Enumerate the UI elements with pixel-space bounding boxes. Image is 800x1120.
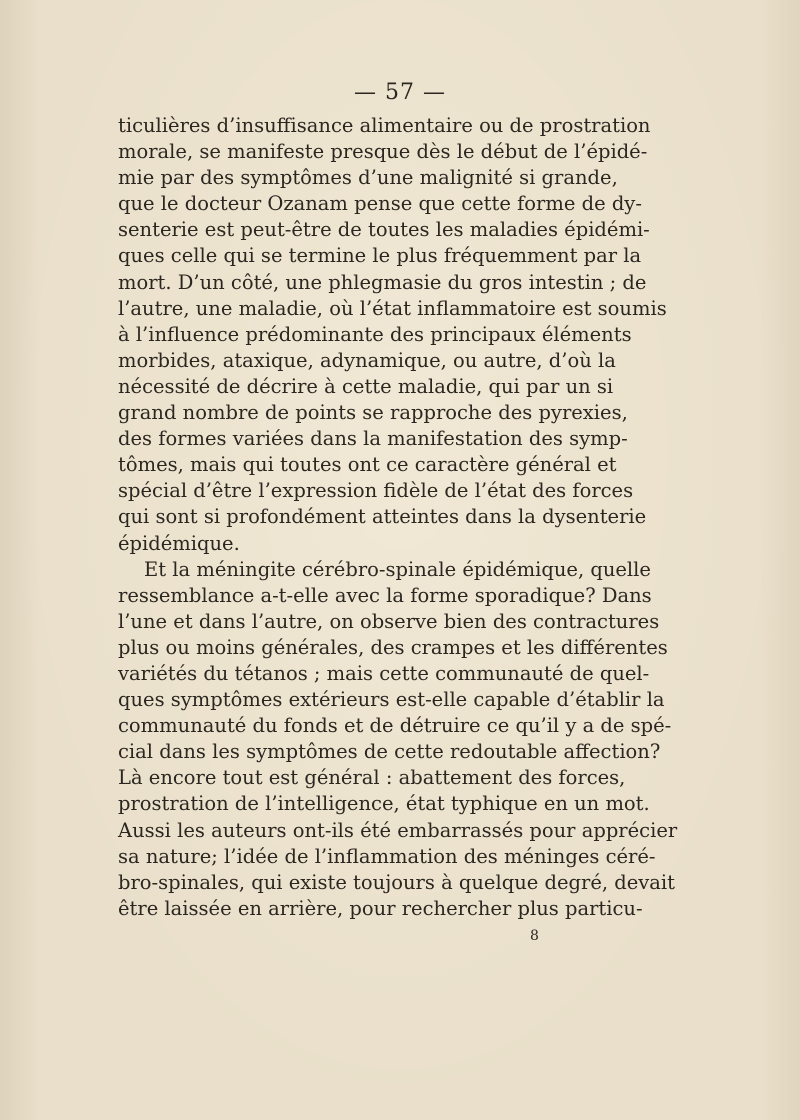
text-line: cial dans les symptômes de cette redoutable affection? (118, 740, 661, 764)
text-line: senterie est peut-être de toutes les maladies épidémi- (118, 218, 650, 242)
text-line: qui sont si profondément atteintes dans la dysenterie (118, 505, 647, 529)
signature-mark: 8 (530, 928, 539, 944)
text-line: à l’influence prédominante des principaux éléments (118, 322, 632, 346)
text-line: ques celle qui se termine le plus fréquemment par la (118, 244, 642, 268)
text-line: des formes variées dans la manifestation des symp- (118, 427, 628, 451)
text-line: grand nombre de points se rapproche des pyrexies, (118, 401, 628, 425)
text-line: sa nature; l’idée de l’inflammation des méninges céré- (118, 844, 656, 868)
text-line: ticulières d’insuffisance alimentaire ou de prostration (118, 114, 651, 137)
text-line: que le docteur Ozanam pense que cette forme de dy- (118, 192, 642, 216)
text-line: morale, se manifeste presque dès le début de l’épidé- (118, 140, 648, 164)
text-line: l’autre, une maladie, où l’état inflammatoire est soumis (118, 296, 667, 320)
text-line: ques symptômes extérieurs est-elle capable d’établir la (118, 688, 665, 712)
text-line: Aussi les auteurs ont-ils été embarrassés pour apprécier (118, 818, 678, 842)
text-line: bro-spinales, qui existe toujours à quelque degré, devait (118, 870, 675, 894)
text-line: mort. D’un côté, une phlegmasie du gros intestin ; de (118, 270, 647, 294)
text-line: Et la méningite cérébro-spinale épidémique, quelle (144, 557, 651, 581)
text-line: ressemblance a-t-elle avec la forme sporadique? Dans (118, 583, 652, 607)
text-line: l’une et dans l’autre, on observe bien des contractures (118, 609, 660, 633)
text-line: mie par des symptômes d’une malignité si grande, (118, 166, 618, 190)
text-line: variétés du tétanos ; mais cette communauté de quel- (118, 661, 650, 685)
text-line: spécial d’être l’expression fidèle de l’état des forces (118, 479, 634, 503)
text-line: plus ou moins générales, des crampes et les différentes (118, 635, 668, 659)
body-text (118, 113, 678, 922)
text-line: épidémique. (118, 531, 240, 555)
text-line: morbides, ataxique, adynamique, ou autre, d’où la (118, 348, 616, 372)
text-line: être laissée en arrière, pour rechercher plus particu- (118, 896, 643, 920)
text-line: tômes, mais qui toutes ont ce caractère général et (118, 453, 617, 477)
text-line: Là encore tout est général : abattement des forces, (118, 766, 626, 790)
text-line: prostration de l’intelligence, état typhique en un mot. (118, 792, 650, 816)
text-line: nécessité de décrire à cette maladie, qui par un si (118, 374, 614, 398)
text-line: communauté du fonds et de détruire ce qu’il y a de spé- (118, 714, 672, 738)
page-number: — 57 — (354, 80, 446, 105)
